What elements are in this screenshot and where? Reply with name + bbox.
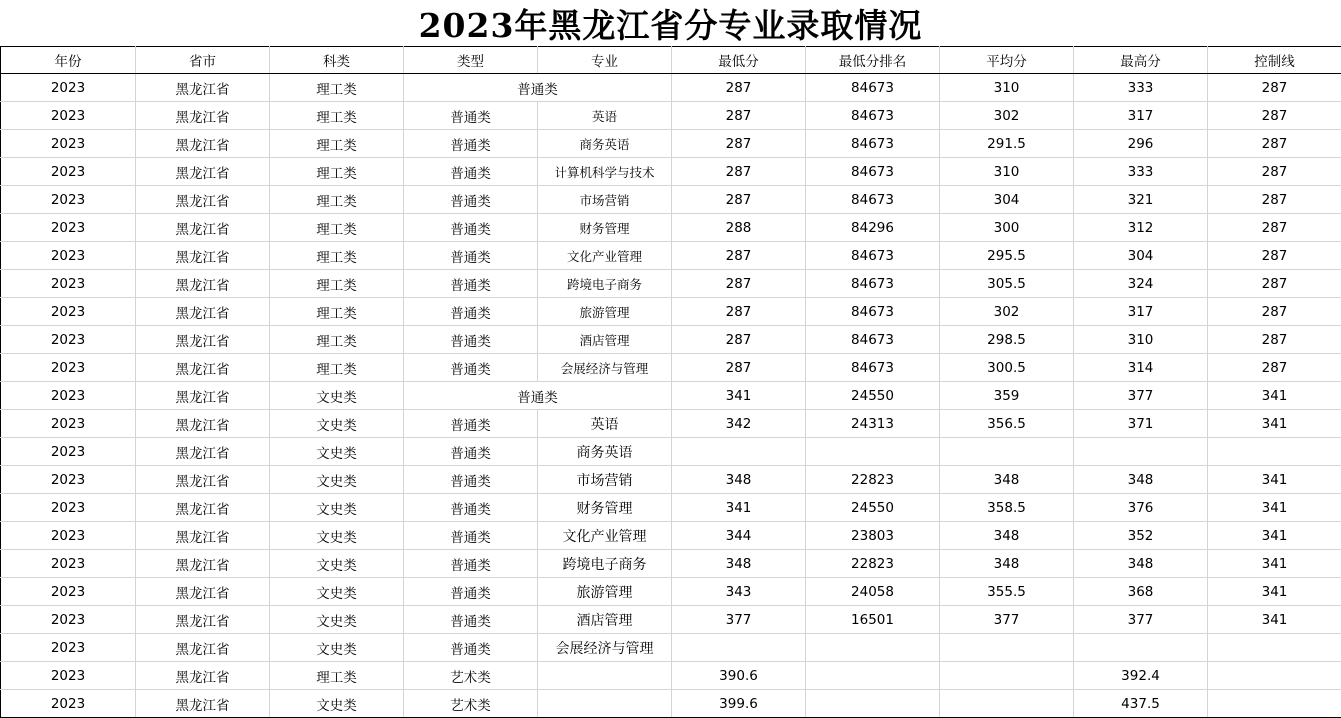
cell-max-score: 317: [1074, 102, 1208, 130]
cell-subject: 理工类: [270, 326, 404, 354]
cell-min-score: 287: [672, 74, 806, 102]
cell-type: 普通类: [404, 130, 538, 158]
cell-control-line: 341: [1208, 494, 1341, 522]
table-row: [1, 522, 1341, 550]
cell-year: 2023: [1, 186, 136, 214]
cell-subject: 文史类: [270, 550, 404, 578]
cell-subject: 理工类: [270, 298, 404, 326]
cell-subject: 文史类: [270, 690, 404, 718]
cell-min-rank: 84673: [806, 158, 940, 186]
table-row: [1, 242, 1341, 270]
table-row: [1, 158, 1341, 186]
cell-major: 酒店管理: [538, 606, 672, 634]
cell-avg-score: [940, 634, 1074, 662]
cell-type: 普通类: [404, 550, 538, 578]
cell-year: 2023: [1, 410, 136, 438]
cell-type: 普通类: [404, 214, 538, 242]
cell-control-line: 341: [1208, 522, 1341, 550]
cell-min-score: 399.6: [672, 690, 806, 718]
cell-major: 文化产业管理: [538, 522, 672, 550]
cell-major: 会展经济与管理: [538, 354, 672, 382]
cell-max-score: [1074, 634, 1208, 662]
header-min-rank: 最低分排名: [806, 47, 940, 74]
cell-avg-score: 300.5: [940, 354, 1074, 382]
cell-province: 黑龙江省: [136, 438, 270, 466]
cell-min-score: 287: [672, 130, 806, 158]
cell-max-score: 333: [1074, 158, 1208, 186]
cell-avg-score: 348: [940, 550, 1074, 578]
table-row: [1, 466, 1341, 494]
table-row: [1, 550, 1341, 578]
cell-control-line: 287: [1208, 242, 1341, 270]
cell-province: 黑龙江省: [136, 130, 270, 158]
cell-min-rank: 24550: [806, 494, 940, 522]
cell-min-rank: 23803: [806, 522, 940, 550]
cell-max-score: 352: [1074, 522, 1208, 550]
table-row: [1, 578, 1341, 606]
cell-avg-score: 300: [940, 214, 1074, 242]
cell-subject: 文史类: [270, 466, 404, 494]
cell-min-rank: [806, 634, 940, 662]
cell-type: 普通类: [404, 326, 538, 354]
header-avg-score: 平均分: [940, 47, 1074, 74]
cell-control-line: 341: [1208, 466, 1341, 494]
header-type: 类型: [404, 47, 538, 74]
cell-province: 黑龙江省: [136, 634, 270, 662]
cell-type: 普通类: [404, 410, 538, 438]
cell-year: 2023: [1, 326, 136, 354]
cell-avg-score: 291.5: [940, 130, 1074, 158]
cell-control-line: 287: [1208, 158, 1341, 186]
admission-table: [0, 46, 1341, 718]
cell-avg-score: 304: [940, 186, 1074, 214]
cell-min-rank: 84673: [806, 102, 940, 130]
cell-min-score: 287: [672, 270, 806, 298]
table-row: [1, 494, 1341, 522]
cell-province: 黑龙江省: [136, 354, 270, 382]
table-row: [1, 326, 1341, 354]
table-row: [1, 662, 1341, 690]
cell-max-score: 392.4: [1074, 662, 1208, 690]
cell-min-rank: 84673: [806, 270, 940, 298]
cell-max-score: 333: [1074, 74, 1208, 102]
cell-subject: 理工类: [270, 186, 404, 214]
cell-province: 黑龙江省: [136, 242, 270, 270]
cell-subject: 理工类: [270, 130, 404, 158]
cell-avg-score: 298.5: [940, 326, 1074, 354]
cell-avg-score: 358.5: [940, 494, 1074, 522]
cell-major: [538, 662, 672, 690]
cell-province: 黑龙江省: [136, 326, 270, 354]
cell-avg-score: 302: [940, 102, 1074, 130]
cell-max-score: 368: [1074, 578, 1208, 606]
cell-type: 普通类: [404, 158, 538, 186]
cell-control-line: 287: [1208, 102, 1341, 130]
cell-major: 英语: [538, 410, 672, 438]
cell-avg-score: 295.5: [940, 242, 1074, 270]
header-major: 专业: [538, 47, 672, 74]
cell-type: 普通类: [404, 74, 672, 102]
cell-max-score: 377: [1074, 606, 1208, 634]
cell-province: 黑龙江省: [136, 186, 270, 214]
cell-year: 2023: [1, 550, 136, 578]
cell-max-score: 371: [1074, 410, 1208, 438]
cell-min-rank: 24313: [806, 410, 940, 438]
cell-province: 黑龙江省: [136, 102, 270, 130]
cell-min-score: 344: [672, 522, 806, 550]
cell-subject: 理工类: [270, 158, 404, 186]
cell-min-rank: 84673: [806, 130, 940, 158]
cell-type: 普通类: [404, 522, 538, 550]
cell-min-score: 341: [672, 494, 806, 522]
cell-min-score: 287: [672, 186, 806, 214]
cell-min-score: [672, 634, 806, 662]
cell-year: 2023: [1, 438, 136, 466]
cell-major: 商务英语: [538, 130, 672, 158]
cell-min-score: 287: [672, 298, 806, 326]
cell-province: 黑龙江省: [136, 214, 270, 242]
cell-avg-score: 377: [940, 606, 1074, 634]
cell-province: 黑龙江省: [136, 494, 270, 522]
cell-control-line: 287: [1208, 186, 1341, 214]
cell-control-line: 287: [1208, 298, 1341, 326]
cell-min-score: 287: [672, 326, 806, 354]
cell-avg-score: [940, 438, 1074, 466]
cell-max-score: 377: [1074, 382, 1208, 410]
cell-avg-score: 305.5: [940, 270, 1074, 298]
cell-control-line: 287: [1208, 130, 1341, 158]
cell-control-line: 287: [1208, 354, 1341, 382]
cell-subject: 理工类: [270, 102, 404, 130]
cell-max-score: 317: [1074, 298, 1208, 326]
cell-min-rank: 24058: [806, 578, 940, 606]
cell-year: 2023: [1, 130, 136, 158]
cell-type: 普通类: [404, 186, 538, 214]
cell-max-score: 324: [1074, 270, 1208, 298]
cell-subject: 文史类: [270, 494, 404, 522]
cell-avg-score: 356.5: [940, 410, 1074, 438]
table-row: [1, 130, 1341, 158]
cell-type: 普通类: [404, 578, 538, 606]
cell-major: 文化产业管理: [538, 242, 672, 270]
cell-type: 普通类: [404, 354, 538, 382]
cell-min-rank: 84673: [806, 186, 940, 214]
cell-min-rank: 84296: [806, 214, 940, 242]
cell-subject: 理工类: [270, 354, 404, 382]
cell-year: 2023: [1, 354, 136, 382]
cell-major: 旅游管理: [538, 298, 672, 326]
cell-major: 会展经济与管理: [538, 634, 672, 662]
cell-year: 2023: [1, 158, 136, 186]
table-row: [1, 410, 1341, 438]
table-row: [1, 214, 1341, 242]
cell-min-score: 287: [672, 354, 806, 382]
cell-min-rank: [806, 662, 940, 690]
cell-major: 跨境电子商务: [538, 270, 672, 298]
header-province: 省市: [136, 47, 270, 74]
cell-province: 黑龙江省: [136, 410, 270, 438]
cell-major: 财务管理: [538, 494, 672, 522]
cell-type: 普通类: [404, 438, 538, 466]
cell-year: 2023: [1, 74, 136, 102]
cell-max-score: 304: [1074, 242, 1208, 270]
cell-type: 普通类: [404, 466, 538, 494]
cell-control-line: 341: [1208, 382, 1341, 410]
cell-type: 艺术类: [404, 662, 538, 690]
cell-province: 黑龙江省: [136, 466, 270, 494]
cell-avg-score: [940, 690, 1074, 718]
cell-min-rank: 16501: [806, 606, 940, 634]
cell-subject: 文史类: [270, 578, 404, 606]
cell-year: 2023: [1, 382, 136, 410]
cell-control-line: [1208, 634, 1341, 662]
cell-subject: 文史类: [270, 410, 404, 438]
cell-avg-score: 348: [940, 522, 1074, 550]
cell-year: 2023: [1, 578, 136, 606]
cell-min-score: 348: [672, 550, 806, 578]
table-row: [1, 298, 1341, 326]
cell-subject: 文史类: [270, 606, 404, 634]
cell-province: 黑龙江省: [136, 158, 270, 186]
cell-max-score: 312: [1074, 214, 1208, 242]
cell-min-score: 348: [672, 466, 806, 494]
table-row: [1, 102, 1341, 130]
cell-major: 酒店管理: [538, 326, 672, 354]
cell-major: 旅游管理: [538, 578, 672, 606]
cell-min-rank: 84673: [806, 354, 940, 382]
cell-min-rank: 22823: [806, 466, 940, 494]
header-min-score: 最低分: [672, 47, 806, 74]
cell-subject: 文史类: [270, 382, 404, 410]
cell-min-score: 343: [672, 578, 806, 606]
table-row: [1, 606, 1341, 634]
table-row: [1, 186, 1341, 214]
cell-max-score: 376: [1074, 494, 1208, 522]
table-row: [1, 634, 1341, 662]
cell-major: 财务管理: [538, 214, 672, 242]
cell-min-score: [672, 438, 806, 466]
cell-year: 2023: [1, 242, 136, 270]
cell-province: 黑龙江省: [136, 690, 270, 718]
cell-min-score: 287: [672, 242, 806, 270]
cell-control-line: [1208, 662, 1341, 690]
cell-control-line: 287: [1208, 74, 1341, 102]
cell-subject: 理工类: [270, 242, 404, 270]
cell-control-line: [1208, 690, 1341, 718]
cell-max-score: [1074, 438, 1208, 466]
cell-subject: 文史类: [270, 634, 404, 662]
table-row: [1, 382, 1341, 410]
cell-type: 普通类: [404, 382, 672, 410]
cell-max-score: 437.5: [1074, 690, 1208, 718]
cell-province: 黑龙江省: [136, 606, 270, 634]
cell-subject: 理工类: [270, 214, 404, 242]
cell-control-line: 287: [1208, 326, 1341, 354]
cell-type: 普通类: [404, 270, 538, 298]
cell-subject: 理工类: [270, 74, 404, 102]
cell-year: 2023: [1, 298, 136, 326]
cell-major: [538, 690, 672, 718]
cell-max-score: 321: [1074, 186, 1208, 214]
cell-type: 艺术类: [404, 690, 538, 718]
table-row: [1, 438, 1341, 466]
cell-year: 2023: [1, 466, 136, 494]
cell-major: 市场营销: [538, 466, 672, 494]
cell-province: 黑龙江省: [136, 74, 270, 102]
cell-max-score: 310: [1074, 326, 1208, 354]
page-title: 2023年黑龙江省分专业录取情况: [418, 5, 923, 45]
cell-year: 2023: [1, 214, 136, 242]
cell-year: 2023: [1, 606, 136, 634]
cell-subject: 理工类: [270, 662, 404, 690]
cell-control-line: 287: [1208, 214, 1341, 242]
header-year: 年份: [1, 47, 136, 74]
cell-year: 2023: [1, 102, 136, 130]
cell-type: 普通类: [404, 634, 538, 662]
cell-year: 2023: [1, 270, 136, 298]
cell-min-score: 287: [672, 102, 806, 130]
cell-major: 商务英语: [538, 438, 672, 466]
cell-max-score: 314: [1074, 354, 1208, 382]
cell-min-rank: 24550: [806, 382, 940, 410]
cell-type: 普通类: [404, 494, 538, 522]
cell-control-line: 287: [1208, 270, 1341, 298]
cell-min-rank: 84673: [806, 298, 940, 326]
cell-type: 普通类: [404, 606, 538, 634]
cell-avg-score: 348: [940, 466, 1074, 494]
table-row: [1, 354, 1341, 382]
cell-min-rank: [806, 690, 940, 718]
cell-province: 黑龙江省: [136, 298, 270, 326]
header-subject: 科类: [270, 47, 404, 74]
cell-min-score: 377: [672, 606, 806, 634]
cell-max-score: 296: [1074, 130, 1208, 158]
cell-year: 2023: [1, 662, 136, 690]
table-row: [1, 690, 1341, 718]
cell-major: 市场营销: [538, 186, 672, 214]
cell-avg-score: 310: [940, 74, 1074, 102]
cell-min-rank: 22823: [806, 550, 940, 578]
cell-control-line: [1208, 438, 1341, 466]
cell-min-score: 390.6: [672, 662, 806, 690]
cell-control-line: 341: [1208, 606, 1341, 634]
cell-type: 普通类: [404, 242, 538, 270]
cell-avg-score: 355.5: [940, 578, 1074, 606]
cell-min-rank: 84673: [806, 326, 940, 354]
cell-province: 黑龙江省: [136, 578, 270, 606]
cell-subject: 理工类: [270, 270, 404, 298]
cell-major: 计算机科学与技术: [538, 158, 672, 186]
cell-year: 2023: [1, 494, 136, 522]
cell-min-score: 341: [672, 382, 806, 410]
cell-type: 普通类: [404, 102, 538, 130]
cell-province: 黑龙江省: [136, 550, 270, 578]
cell-subject: 文史类: [270, 438, 404, 466]
header-row: [1, 47, 1341, 74]
cell-control-line: 341: [1208, 550, 1341, 578]
cell-province: 黑龙江省: [136, 662, 270, 690]
cell-min-score: 342: [672, 410, 806, 438]
cell-type: 普通类: [404, 298, 538, 326]
cell-major: 英语: [538, 102, 672, 130]
cell-control-line: 341: [1208, 410, 1341, 438]
cell-province: 黑龙江省: [136, 270, 270, 298]
cell-province: 黑龙江省: [136, 522, 270, 550]
cell-min-score: 287: [672, 158, 806, 186]
cell-province: 黑龙江省: [136, 382, 270, 410]
table-row: [1, 74, 1341, 102]
header-max-score: 最高分: [1074, 47, 1208, 74]
cell-min-rank: 84673: [806, 74, 940, 102]
cell-min-rank: 84673: [806, 242, 940, 270]
cell-year: 2023: [1, 522, 136, 550]
cell-major: 跨境电子商务: [538, 550, 672, 578]
cell-year: 2023: [1, 690, 136, 718]
cell-avg-score: 302: [940, 298, 1074, 326]
cell-avg-score: [940, 662, 1074, 690]
cell-avg-score: 359: [940, 382, 1074, 410]
cell-year: 2023: [1, 634, 136, 662]
cell-min-rank: [806, 438, 940, 466]
cell-subject: 文史类: [270, 522, 404, 550]
cell-control-line: 341: [1208, 578, 1341, 606]
table-row: [1, 270, 1341, 298]
cell-max-score: 348: [1074, 466, 1208, 494]
cell-min-score: 288: [672, 214, 806, 242]
cell-max-score: 348: [1074, 550, 1208, 578]
cell-avg-score: 310: [940, 158, 1074, 186]
header-control-line: 控制线: [1208, 47, 1341, 74]
